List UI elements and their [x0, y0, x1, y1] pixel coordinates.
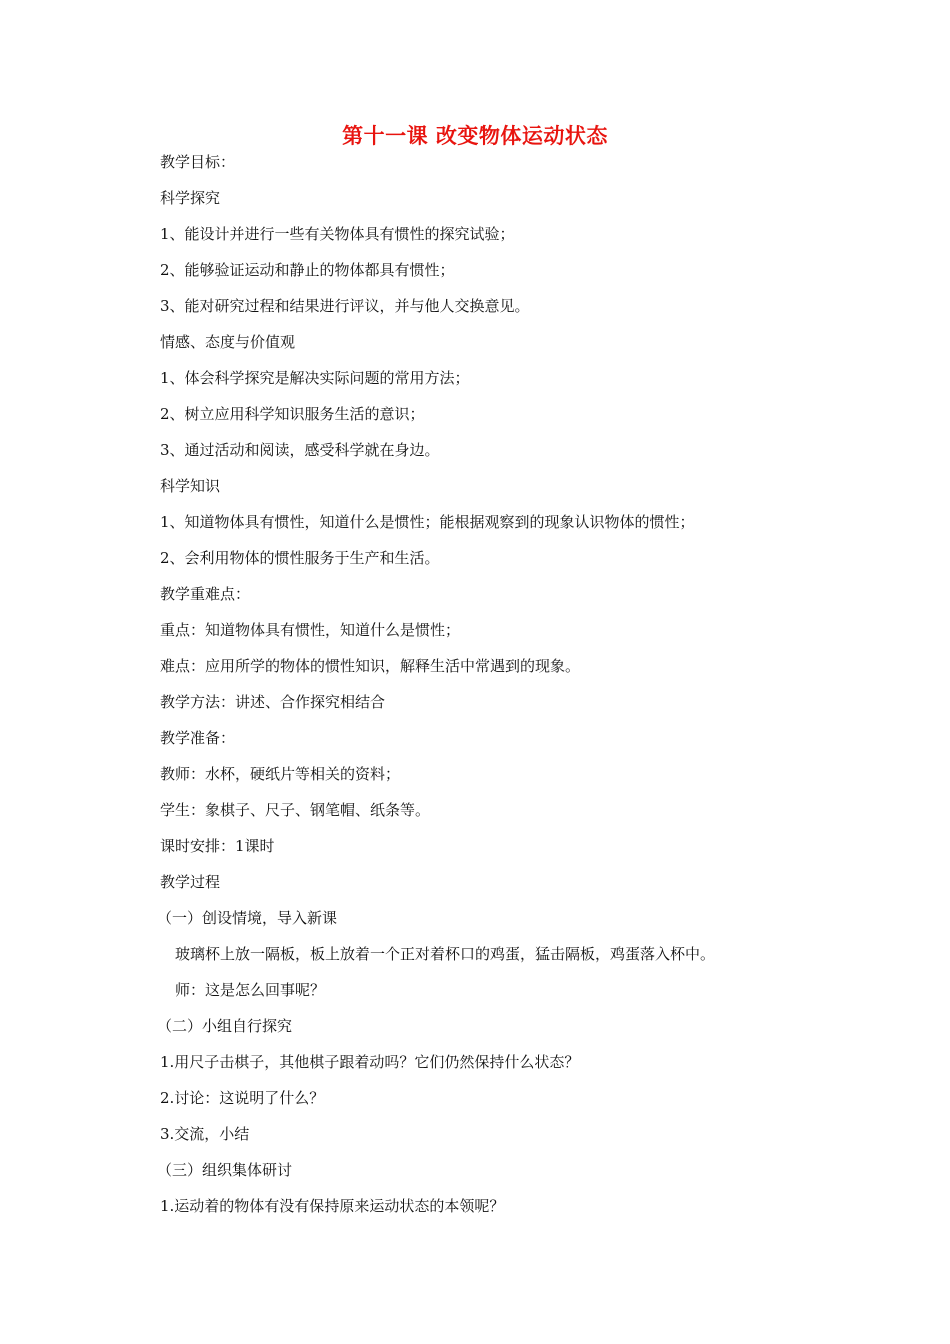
section-heading-key-difficult-points: 教学重难点：	[160, 585, 251, 603]
list-item: 2.讨论：这说明了什么？	[160, 1089, 325, 1107]
list-item: 2、会利用物体的惯性服务于生产和生活。	[160, 549, 440, 567]
list-item: 3.交流，小结	[160, 1125, 250, 1143]
list-item: 1、知道物体具有惯性，知道什么是惯性；能根据观察到的现象认识物体的惯性；	[160, 513, 695, 531]
difficult-point-text: 难点：应用所学的物体的惯性知识，解释生活中常遇到的现象。	[160, 657, 581, 675]
list-item: 1、能设计并进行一些有关物体具有惯性的探究试验；	[160, 225, 515, 243]
list-item: 1.用尺子击棋子，其他棋子跟着动吗？它们仍然保持什么状态？	[160, 1053, 580, 1071]
list-item: 3、能对研究过程和结果进行评议，并与他人交换意见。	[160, 297, 530, 315]
teacher-preparation-text: 教师：水杯，硬纸片等相关的资料；	[160, 765, 401, 783]
teaching-method-text: 教学方法：讲述、合作探究相结合	[160, 693, 386, 711]
list-item: 2、能够验证运动和静止的物体都具有惯性；	[160, 261, 455, 279]
document-title: 第十一课 改变物体运动状态	[342, 124, 608, 148]
paragraph-text: 玻璃杯上放一隔板，板上放着一个正对着杯口的鸡蛋，猛击隔板，鸡蛋落入杯中。	[175, 945, 716, 963]
section-heading-teaching-preparation: 教学准备：	[160, 729, 236, 747]
key-point-text: 重点：知道物体具有惯性，知道什么是惯性；	[160, 621, 461, 639]
paragraph-text: 师：这是怎么回事呢？	[175, 981, 326, 999]
subheading-scientific-inquiry: 科学探究	[160, 189, 221, 207]
subheading-scientific-knowledge: 科学知识	[160, 477, 221, 495]
step-heading: （三）组织集体研讨	[157, 1161, 293, 1179]
subheading-emotion-attitude-values: 情感、态度与价值观	[160, 333, 296, 351]
class-hours-text: 课时安排：1课时	[160, 837, 275, 855]
list-item: 1、体会科学探究是解决实际问题的常用方法；	[160, 369, 470, 387]
student-preparation-text: 学生：象棋子、尺子、钢笔帽、纸条等。	[160, 801, 431, 819]
step-heading: （一）创设情境，导入新课	[157, 909, 338, 927]
list-item: 3、通过活动和阅读，感受科学就在身边。	[160, 441, 440, 459]
step-heading: （二）小组自行探究	[157, 1017, 293, 1035]
document-body	[157, 151, 900, 1231]
list-item: 1.运动着的物体有没有保持原来运动状态的本领呢？	[160, 1197, 505, 1215]
list-item: 2、树立应用科学知识服务生活的意识；	[160, 405, 425, 423]
section-heading-teaching-goals: 教学目标：	[160, 153, 236, 171]
section-heading-teaching-process: 教学过程	[160, 873, 221, 891]
